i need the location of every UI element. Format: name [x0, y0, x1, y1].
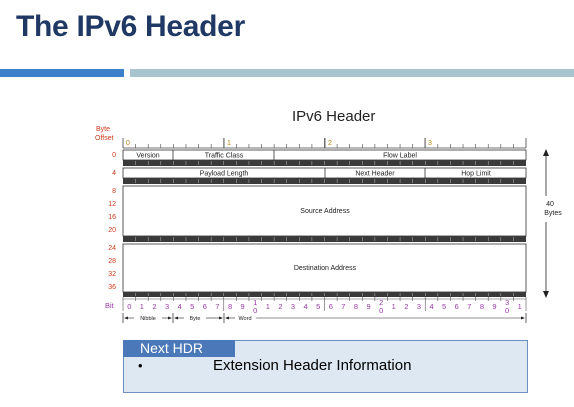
- offset-12: 12: [108, 201, 116, 208]
- field-destination-address: Destination Address: [293, 265, 357, 272]
- bit-digit: 1: [517, 302, 522, 311]
- size-label-unit: Bytes: [544, 210, 562, 217]
- size-label-value: 40: [546, 201, 554, 208]
- offset-16: 16: [108, 214, 116, 221]
- bit-digit: 8: [353, 302, 359, 311]
- offset-36: 36: [108, 284, 116, 291]
- bit-digit: 1: [265, 302, 270, 311]
- bit-digit: 1: [139, 302, 144, 311]
- bit-digit: 7: [467, 302, 472, 311]
- bit-digit: 3: [505, 298, 510, 307]
- bit-digit: 1: [253, 298, 258, 307]
- extension-bullet: •: [138, 358, 143, 373]
- bit-digit: 6: [454, 302, 459, 311]
- grouping-word: Word: [238, 316, 252, 322]
- bit-digit: 5: [316, 302, 321, 311]
- grouping-byte: Byte: [189, 316, 201, 322]
- bit-digit: 0: [127, 302, 132, 311]
- bit-digit: 8: [227, 302, 233, 311]
- diagram-title: IPv6 Header: [292, 108, 376, 125]
- offset-4: 4: [112, 170, 116, 177]
- byte-offset-label-line1: Byte: [96, 126, 111, 133]
- separator-band-2: [123, 178, 526, 184]
- field-flow-label: Flow Label: [383, 152, 417, 160]
- bit-digit: 6: [328, 302, 333, 311]
- top-marker-3: 3: [428, 140, 432, 147]
- offset-24: 24: [108, 245, 116, 252]
- grouping-legend: [123, 313, 526, 323]
- bit-digit: 4: [429, 302, 434, 311]
- top-marker-2: 2: [328, 140, 332, 147]
- byte-offset-label-line2: Offset: [95, 135, 114, 142]
- offset-8: 8: [112, 188, 116, 195]
- offset-28: 28: [108, 258, 116, 265]
- field-payload-length: Payload Length: [199, 170, 249, 178]
- bit-digit: 2: [152, 302, 157, 311]
- separator-band-3: [123, 236, 526, 242]
- offset-20: 20: [108, 227, 116, 234]
- extension-header-text: Extension Header Information: [213, 357, 412, 374]
- top-ruler: [123, 138, 526, 148]
- bit-digit: 9: [492, 302, 497, 311]
- bit-digit: 8: [479, 302, 485, 311]
- separator-band-1: [123, 160, 526, 166]
- bit-label: Bit: [105, 301, 114, 310]
- next-hdr-tag: Next HDR: [123, 340, 235, 357]
- slide-title: The IPv6 Header: [16, 10, 245, 43]
- field-hop-limit: Hop Limit: [461, 170, 491, 178]
- bit-digit: 9: [240, 302, 245, 311]
- top-marker-1: 1: [227, 140, 231, 147]
- field-traffic-class: Traffic Class: [204, 152, 244, 160]
- field-next-header: Next Header: [355, 170, 395, 178]
- row-0-fields: [123, 150, 526, 160]
- offset-0: 0: [112, 152, 116, 159]
- bit-numbers: [123, 297, 526, 315]
- separator-band-4: [123, 292, 526, 297]
- top-marker-0: 0: [126, 140, 130, 147]
- bit-digit: 1: [391, 302, 396, 311]
- bit-digit: 5: [442, 302, 447, 311]
- bit-digit: 2: [278, 302, 283, 311]
- offset-32: 32: [108, 271, 116, 278]
- bit-digit: 3: [164, 302, 170, 311]
- bit-digit-sub: 0: [253, 306, 258, 315]
- bit-digit: 4: [303, 302, 308, 311]
- bit-digit: 4: [177, 302, 182, 311]
- bit-digit: 7: [341, 302, 346, 311]
- grouping-nibble: Nibble: [140, 316, 156, 322]
- bit-digit: 2: [379, 298, 384, 307]
- bit-digit-sub: 0: [379, 306, 384, 315]
- bit-digit: 9: [366, 302, 371, 311]
- bit-digit: 6: [202, 302, 207, 311]
- field-source-address: Source Address: [300, 208, 350, 215]
- bit-digit: 5: [190, 302, 195, 311]
- size-dimension-arrow: [543, 149, 549, 298]
- bit-digit: 3: [416, 302, 422, 311]
- bit-digit-sub: 0: [505, 306, 510, 315]
- bit-digit: 3: [290, 302, 296, 311]
- bit-digit: 2: [404, 302, 409, 311]
- field-version: Version: [136, 152, 160, 160]
- bit-digit: 7: [215, 302, 220, 311]
